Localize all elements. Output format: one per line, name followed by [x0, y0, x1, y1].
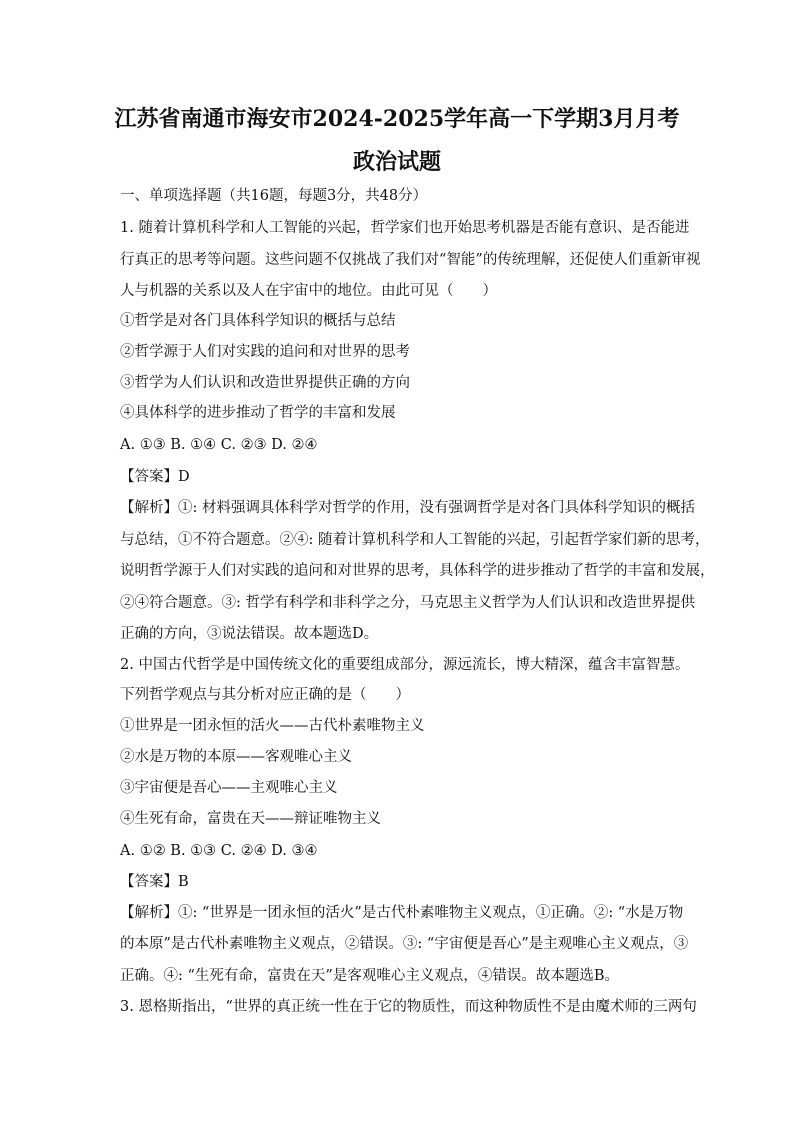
question-2-option-4: ④生死有命，富贵在天——辩证唯物主义 — [120, 811, 381, 827]
section-heading: 一、单项选择题（共16题，每题3分，共48分） — [120, 188, 428, 204]
question-1-analysis-line-5: 正确的方向，③说法错误。故本题选D。 — [120, 626, 379, 642]
question-2-stem-line-1: 2. 中国古代哲学是中国传统文化的重要组成部分，源远流长，博大精深，蕴含丰富智慧。 — [120, 657, 690, 673]
question-2-stem-line-2: 下列哲学观点与其分析对应正确的是（ ） — [120, 687, 410, 703]
question-1-analysis-line-2: 与总结，①不符合题意。②④: 随着计算机科学和人工智能的兴起，引起哲学家们新的思考， — [120, 532, 710, 548]
question-3-stem-line-1: 3. 恩格斯指出，“世界的真正统一性在于它的物质性，而这种物质性不是由魔术师的三两句 — [120, 999, 697, 1015]
document-title: 江苏省南通市海安市2024-2025学年高一下学期3月月考 — [114, 106, 680, 132]
question-1-answer: 【答案】D — [120, 469, 190, 485]
question-2-analysis-line-3: 正确。④: “生死有命，富贵在天”是客观唯心主义观点，④错误。故本题选B。 — [120, 968, 619, 984]
question-1-choices: A. ①③ B. ①④ C. ②③ D. ②④ — [120, 437, 318, 453]
question-1-option-3: ③哲学为人们认识和改造世界提供正确的方向 — [120, 375, 410, 391]
question-2-option-1: ①世界是一团永恒的活火——古代朴素唯物主义 — [120, 718, 425, 734]
question-2-analysis-line-2: 的本原”是古代朴素唯物主义观点，②错误。③: “宇宙便是吾心”是主观唯心主义观点，③ — [120, 936, 689, 952]
question-2-analysis-line-1: 【解析】①: “世界是一团永恒的活火”是古代朴素唯物主义观点，①正确。②: “水是万物 — [120, 905, 684, 921]
question-1-option-1: ①哲学是对各门具体科学知识的概括与总结 — [120, 313, 396, 329]
question-1-stem-line-2: 行真正的思考等问题。这些问题不仅挑战了我们对“智能”的传统理解，还促使人们重新审视 — [120, 252, 701, 268]
question-2-choices: A. ①② B. ①③ C. ②④ D. ③④ — [120, 843, 318, 859]
question-1-analysis-line-1: 【解析】①: 材料强调具体科学对哲学的作用，没有强调哲学是对各门具体科学知识的概括 — [120, 500, 695, 516]
question-1-option-2: ②哲学源于人们对实践的追问和对世界的思考 — [120, 344, 410, 360]
question-1-analysis-line-4: ②④符合题意。③: 哲学有科学和非科学之分，马克思主义哲学为人们认识和改造世界提供 — [120, 595, 695, 611]
question-1-stem-line-1: 1. 随着计算机科学和人工智能的兴起，哲学家们也开始思考机器是否能有意识、是否能进 — [120, 220, 690, 236]
question-1-option-4: ④具体科学的进步推动了哲学的丰富和发展 — [120, 405, 396, 421]
question-2-option-2: ②水是万物的本原——客观唯心主义 — [120, 749, 352, 765]
question-1-analysis-line-3: 说明哲学源于人们对实践的追问和对世界的思考，具体科学的进步推动了哲学的丰富和发展， — [120, 563, 715, 579]
document-subtitle: 政治试题 — [352, 149, 441, 175]
question-2-option-3: ③宇宙便是吾心——主观唯心主义 — [120, 780, 338, 796]
question-2-answer: 【答案】B — [120, 874, 189, 890]
question-1-stem-line-3: 人与机器的关系以及人在宇宙中的地位。由此可见（ ） — [120, 283, 497, 299]
